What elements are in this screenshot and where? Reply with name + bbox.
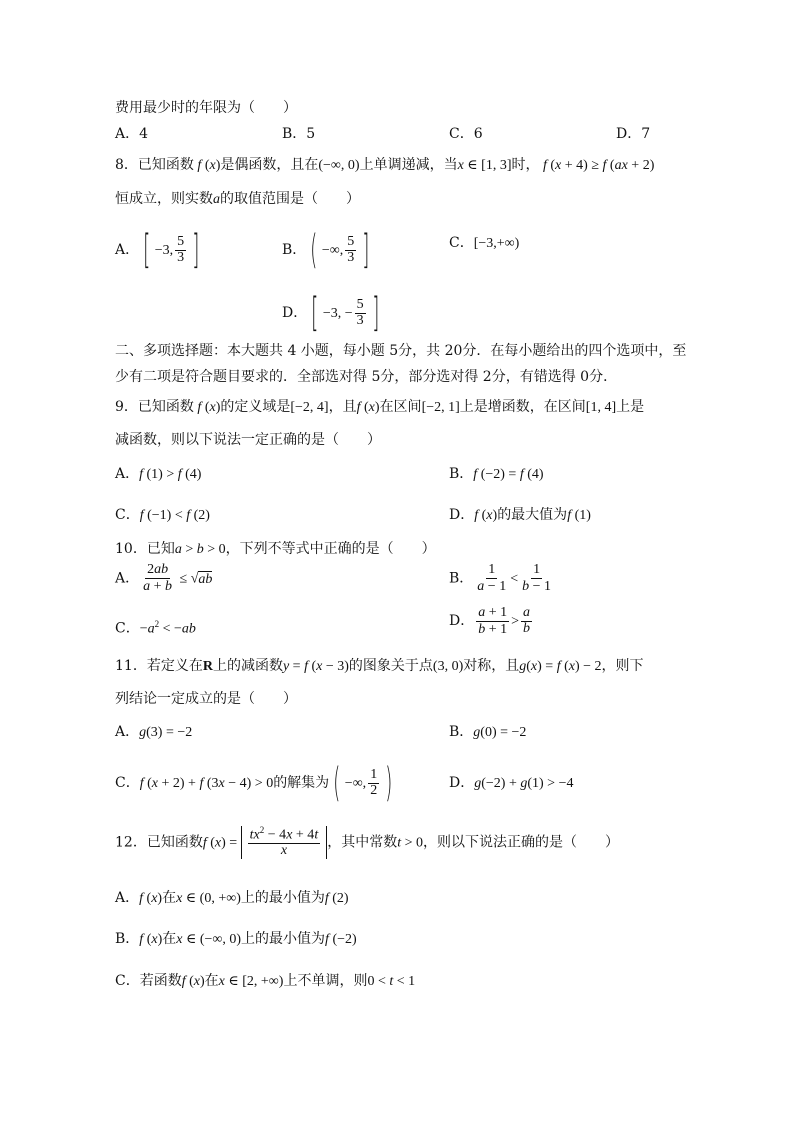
q11-option-a: A．g(3) = −2: [115, 724, 193, 740]
q12-option-a: A．f (x)在x ∈ (0, +∞)上的最小值为f (2): [115, 890, 349, 906]
q7-option-b: B．5: [282, 126, 316, 142]
section2-instructions-line1: 二、多项选择题：本大题共 4 小题，每小题 5分，共 20分．在每小题给出的四个选项中，至: [115, 343, 687, 359]
q11-option-d: D．g(−2) + g(1) > −4: [449, 775, 574, 791]
q10-option-c: C．$-a^2 < -ab$: [115, 619, 196, 637]
q12-option-b: B．f (x)在x ∈ (−∞, 0)上的最小值为f (−2): [115, 931, 357, 947]
q8-stem-line2: 恒成立，则实数a的取值范围是（ ）: [115, 191, 360, 207]
q11-option-c: C．f (x + 2) + f (3x − 4) > 0的解集为 ( −∞, $\frac{1}{2}$ ): [115, 760, 393, 806]
section2-instructions-line2: 少有二项是符合题目要求的．全部选对得 5分，部分选对得 2分，有错选得 0分．: [115, 369, 618, 385]
q7-option-d: D．7: [616, 126, 651, 142]
q12-stem: 12．已知函数f (x) = $\frac{tx^2 - 4x + 4t}{x}$ ，其中常数t > 0，则以下说法正确的是（ ）: [115, 825, 619, 859]
q9-stem-line2: 减函数，则以下说法一定正确的是（ ）: [115, 432, 381, 448]
q8-stem-line1: 8．已知函数 f (x)是偶函数，且在(−∞, 0)上单调递减，当x ∈ [1, 3]时， f (x + 4) ≥ f (ax + 2): [115, 157, 655, 173]
q11-stem-line1: 11．若定义在R上的减函数y = f (x − 3)的图象关于点(3, 0)对称，且g(x) = f (x) − 2，则下: [115, 658, 644, 674]
q9-option-c: C．f (−1) < f (2): [115, 507, 210, 523]
q8-option-a: A． [ −3, $\frac{5}{3}$ ]: [115, 227, 200, 273]
q10-option-a: A． $\frac{2ab}{a + b}$ ≤ √ab: [115, 562, 213, 594]
q10-stem: 10．已知a > b > 0，下列不等式中正确的是（ ）: [115, 541, 436, 557]
q10-option-b: B． $\frac{1}{a - 1}$ < $\frac{1}{b - 1}$: [449, 562, 552, 594]
q7-stem-tail: 费用最少时的年限为（ ）: [115, 100, 297, 116]
q8-option-b: B． ( −∞, $\frac{5}{3}$ ]: [282, 227, 370, 273]
q9-option-d: D．f (x)的最大值为f (1): [449, 507, 591, 523]
q11-option-b: B．g(0) = −2: [449, 724, 527, 740]
q11-stem-line2: 列结论一定成立的是（ ）: [115, 691, 297, 707]
q12-option-c: C．若函数f (x)在x ∈ [2, +∞)上不单调，则0 < t < 1: [115, 973, 416, 989]
q8-option-d: D． [ −3, − $\frac{5}{3}$ ]: [282, 290, 379, 336]
q7-option-c: C．6: [449, 126, 483, 142]
q9-option-b: B．f (−2) = f (4): [449, 466, 544, 482]
q8-option-c: C．[−3,+∞): [449, 235, 520, 251]
q9-stem-line1: 9．已知函数 f (x)的定义域是[−2, 4]，且f (x)在区间[−2, 1]上是增函数，在区间[1, 4]上是: [115, 399, 645, 415]
q9-option-a: A．f (1) > f (4): [115, 466, 202, 482]
q10-option-d: D． $\frac{a + 1}{b + 1}$ > $\frac{a}{b}$: [449, 605, 531, 637]
q7-option-a: A．4: [115, 126, 149, 142]
